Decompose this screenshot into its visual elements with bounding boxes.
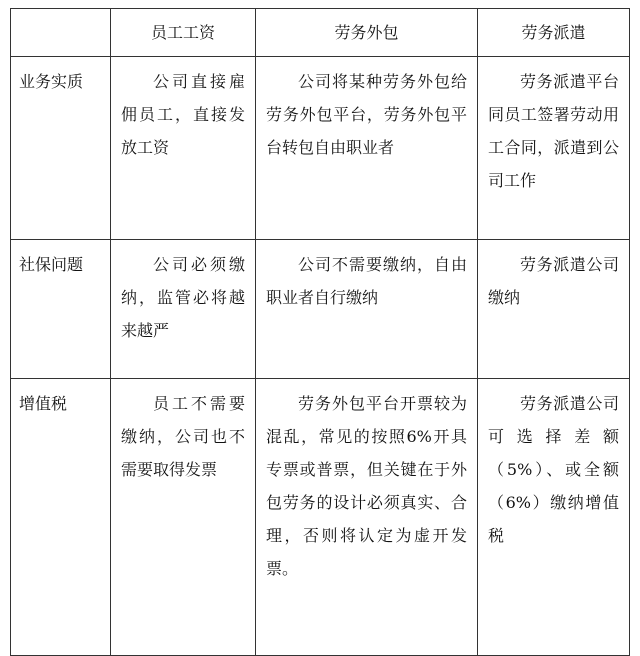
cell-dispatch: 劳务派遣公司可选择差额（5%）、或全额（6%）缴纳增值税 (478, 379, 630, 656)
table-row-business-nature (11, 57, 630, 240)
header-salary: 员工工资 (111, 9, 256, 57)
cell-dispatch: 劳务派遣平台同员工签署劳动用工合同，派遣到公司工作 (478, 57, 630, 240)
cell-salary: 公司直接雇佣员工，直接发放工资 (111, 57, 256, 240)
table-row-vat (11, 379, 630, 656)
header-outsourcing: 劳务外包 (256, 9, 478, 57)
comparison-table (10, 8, 630, 656)
row-label: 业务实质 (11, 57, 111, 240)
row-label: 增值税 (11, 379, 111, 656)
header-dispatch: 劳务派遣 (478, 9, 630, 57)
cell-salary: 公司必须缴纳，监管必将越来越严 (111, 240, 256, 379)
cell-outsourcing: 公司将某种劳务外包给劳务外包平台，劳务外包平台转包自由职业者 (256, 57, 478, 240)
header-corner-cell (11, 9, 111, 57)
cell-outsourcing: 劳务外包平台开票较为混乱，常见的按照6%开具专票或普票，但关键在于外包劳务的设计必须真实、合理，否则将认定为虚开发票。 (256, 379, 478, 656)
cell-salary: 员工不需要缴纳，公司也不需要取得发票 (111, 379, 256, 656)
row-label: 社保问题 (11, 240, 111, 379)
cell-outsourcing: 公司不需要缴纳，自由职业者自行缴纳 (256, 240, 478, 379)
table-row-social-insurance (11, 240, 630, 379)
header-row (11, 9, 630, 57)
cell-dispatch: 劳务派遣公司缴纳 (478, 240, 630, 379)
